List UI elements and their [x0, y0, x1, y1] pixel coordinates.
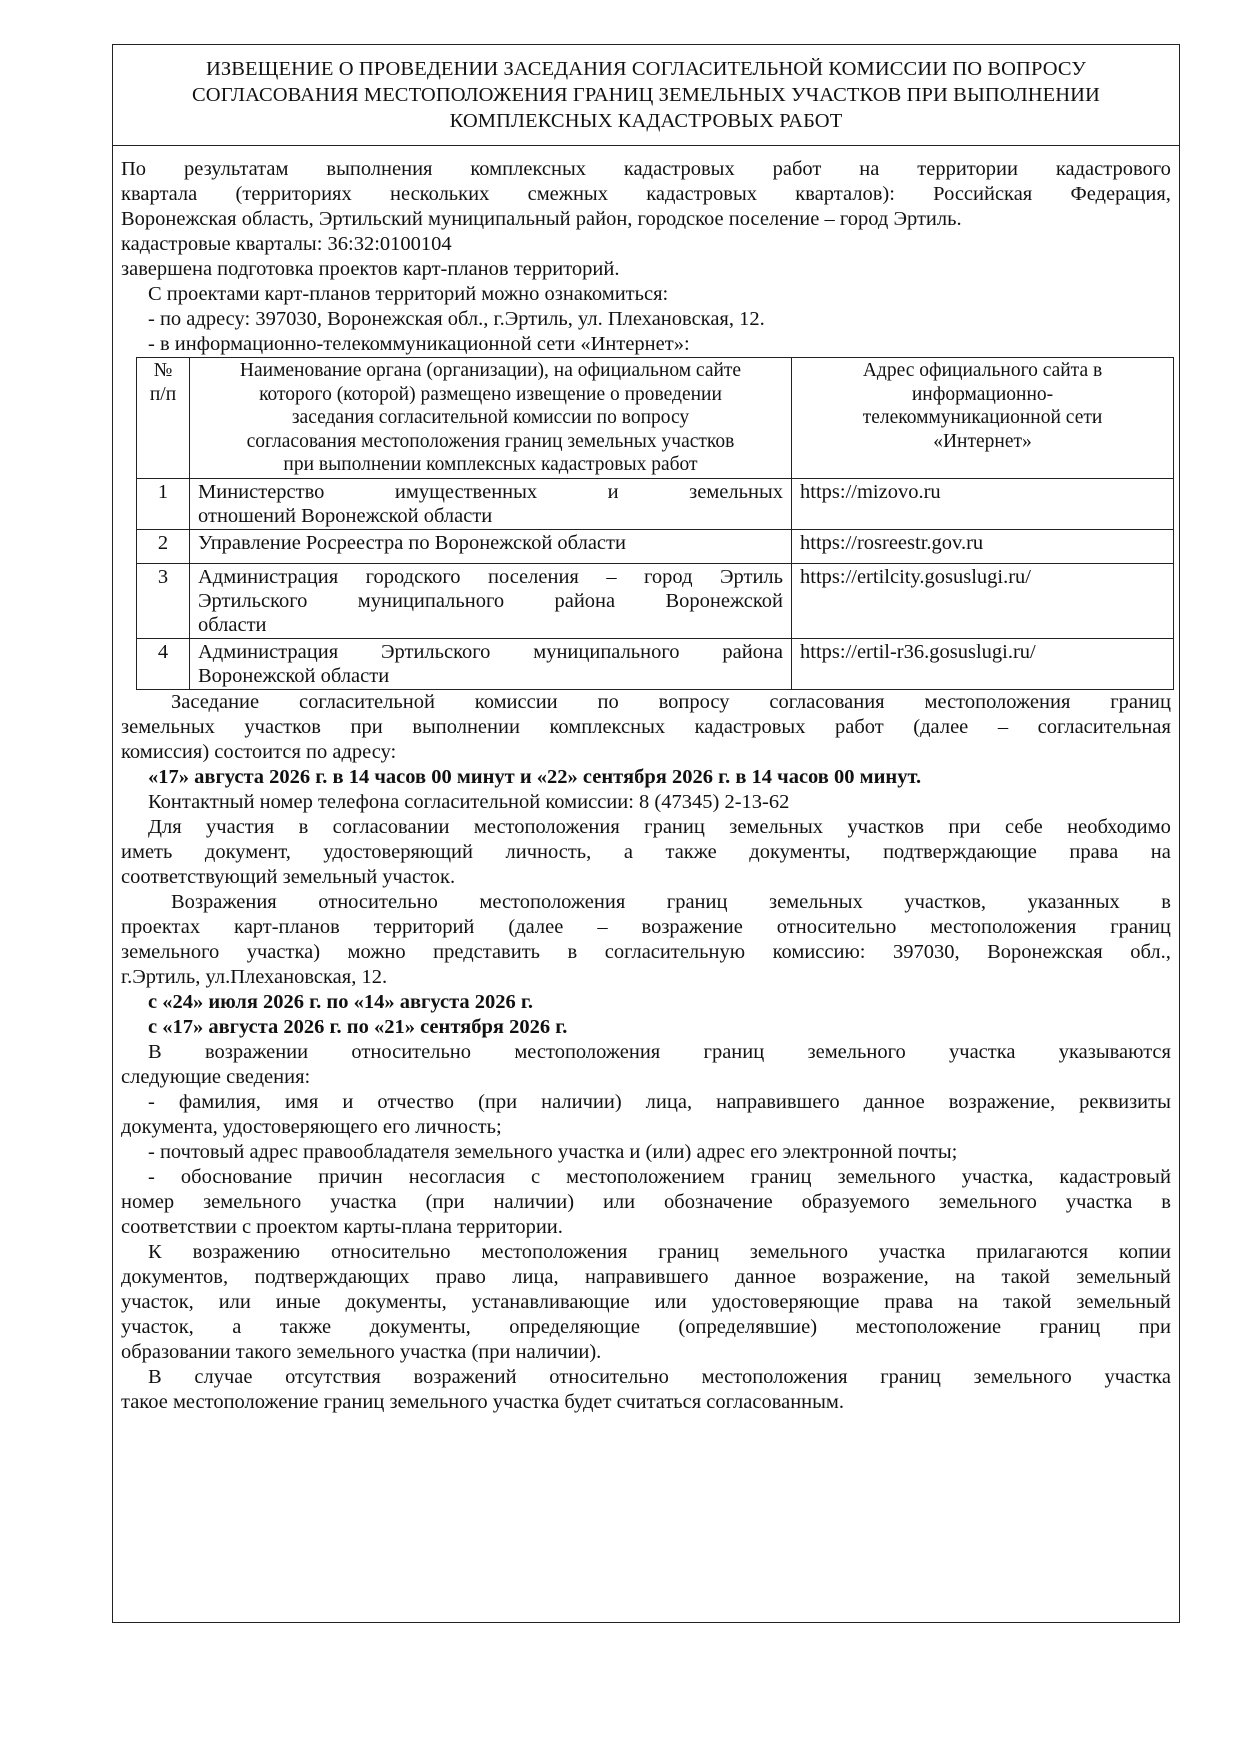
word: удостоверяющий [323, 840, 473, 863]
word: копии [1118, 1240, 1171, 1263]
word: местоположения [924, 690, 1071, 713]
meeting-line-3: комиссия) состоится по адресу: [121, 740, 397, 763]
word: устанавливающие [471, 1290, 630, 1313]
word: направившего [716, 1090, 840, 1113]
word: кадастровый [1059, 1165, 1171, 1188]
table-row [137, 478, 1174, 529]
word: согласительной [298, 690, 435, 713]
word: квартала [121, 183, 198, 205]
word: направившего [585, 1265, 709, 1288]
word: документы, [369, 1315, 471, 1338]
word: работ [835, 715, 884, 738]
word: комплексных [470, 158, 586, 180]
word: комиссии [474, 690, 558, 713]
word: данное [863, 1090, 925, 1113]
word: при [1138, 1315, 1171, 1338]
word: участка [330, 1190, 397, 1213]
objections-line-1 [121, 890, 1171, 915]
word: в [567, 940, 578, 963]
word: (при [425, 1190, 465, 1213]
table-header-row [137, 358, 1174, 479]
word: несогласия [408, 1165, 505, 1188]
row-site-link[interactable]: https://ertilcity.gosuslugi.ru/ [792, 563, 1174, 638]
word: себе [1005, 815, 1043, 838]
word: земельного [807, 1040, 906, 1063]
word: представить [433, 940, 541, 963]
word: участия [206, 815, 275, 838]
word: комплексных [549, 715, 666, 738]
attachments-line-3 [121, 1290, 1171, 1315]
cadastral-quarters: кадастровые кварталы: 36:32:0100104 [121, 233, 452, 255]
word: обл., [1130, 940, 1171, 963]
word: Для [148, 815, 182, 838]
word: отчество [377, 1090, 455, 1113]
intro-line-6: С проектами карт-планов территорий можно ознакомиться: [148, 283, 669, 305]
row-site-link[interactable]: https://ertil-r36.gosuslugi.ru/ [792, 638, 1174, 689]
word: Эртильского [380, 640, 491, 663]
word: выполнения [326, 158, 433, 180]
word: местоположения [481, 1240, 628, 1263]
word: наличии) [541, 1090, 622, 1113]
word: участок, [121, 1290, 194, 1313]
word: местоположения [930, 915, 1077, 938]
word: случае [194, 1365, 253, 1388]
word: согласовании [332, 815, 450, 838]
word: город [644, 565, 693, 588]
attachments-line-1 [121, 1240, 1171, 1265]
word: фамилия, [178, 1090, 261, 1113]
word: удостоверяющие [711, 1290, 860, 1313]
attachments-line-4 [121, 1315, 1171, 1340]
word: можно [347, 940, 406, 963]
word: (далее [508, 915, 564, 938]
word: – [997, 715, 1009, 738]
word: Эртильского [198, 589, 308, 612]
word: земельных [768, 890, 863, 913]
word: территорий [373, 915, 475, 938]
word: указываются [1058, 1040, 1171, 1063]
word: местоположения [701, 1365, 848, 1388]
intro-line-3: Воронежская область, Эртильский муниципальный район, городское поселение – город Эртиль. [121, 208, 962, 230]
word: имя [284, 1090, 319, 1113]
word: района [554, 589, 616, 612]
word: - [148, 1165, 155, 1188]
meeting-dates: «17» августа 2026 г. в 14 часов 00 минут и «22» сентября 2026 г. в 14 часов 00 минут. [148, 765, 922, 788]
word: также [279, 1315, 332, 1338]
word: В [148, 1040, 162, 1063]
row-org: Министерство имущественных и земельных отношений Воронежской области [190, 478, 792, 529]
word: такой [1001, 1265, 1050, 1288]
word: при [948, 815, 981, 838]
word: местоположение [855, 1315, 1002, 1338]
header-num: № п/п [137, 358, 190, 479]
word: право [435, 1265, 486, 1288]
closing-line-1 [121, 1365, 1171, 1390]
objections-line-2 [121, 915, 1171, 940]
word: подтверждающих [254, 1265, 410, 1288]
word: относительно [330, 1240, 451, 1263]
word: (при [478, 1090, 518, 1113]
word: в [1161, 890, 1171, 913]
word: согласительную [604, 940, 746, 963]
word: муниципального [533, 640, 680, 663]
word: местоположения [473, 815, 620, 838]
word: имущественных [394, 480, 538, 503]
word: данное [734, 1265, 796, 1288]
word: района [722, 640, 783, 663]
contents-line-1 [121, 1040, 1171, 1065]
word: кадастровых [646, 183, 758, 205]
word: границ [703, 1040, 765, 1063]
word: земельный [1076, 1265, 1171, 1288]
row-org: Администрация городского поселения – город Эртиль Эртильского муниципального района Воронежской области [190, 563, 792, 638]
word: участка [1065, 1190, 1133, 1213]
word: кадастровых [694, 715, 806, 738]
closing-line-2: такое местоположение границ земельного участка будет считаться согласованным. [121, 1390, 845, 1413]
word: или [218, 1290, 251, 1313]
word: участок, [121, 1315, 194, 1338]
header-org: Наименование органа (организации), на официальном сайте которого (которой) размещено извещение о проведении заседания согласительной комиссии по вопросу согласования местоположения границ земельных участков при выполнении комплексных кадастровых работ [190, 358, 792, 479]
bullet-2: - почтовый адрес правообладателя земельного участка и (или) адрес его электронной почты; [148, 1140, 958, 1163]
row-num: 3 [137, 563, 190, 638]
word: участка [878, 1240, 946, 1263]
attachments-line-5: образовании такого земельного участка (при наличии). [121, 1340, 602, 1363]
word: местоположения [514, 1040, 661, 1063]
bullet-3-line-3: соответствии с проектом карты-плана территории. [121, 1215, 563, 1238]
word: карт-планов [234, 915, 340, 938]
word: в [298, 815, 309, 838]
internet-line: - в информационно-телекоммуникационной сети «Интернет»: [148, 333, 690, 355]
word: и [342, 1090, 354, 1113]
word: иные [275, 1290, 321, 1313]
word: земельного [203, 1190, 302, 1213]
address-line: - по адресу: 397030, Воронежская обл., г.Эртиль, ул. Плехановская, 12. [148, 308, 765, 330]
word: Заседание [171, 690, 260, 713]
header-site: Адрес официального сайта в информационно- телекоммуникационной сети «Интернет» [792, 358, 1174, 479]
word: земельного [749, 1240, 848, 1263]
word: а [232, 1315, 242, 1338]
word: необходимо [1067, 815, 1171, 838]
word: наличии) [493, 1190, 575, 1213]
row-num: 2 [137, 529, 190, 563]
row-site-link[interactable]: https://mizovo.ru [792, 478, 1174, 529]
intro-line-2 [121, 182, 1171, 207]
word: Администрация [198, 565, 339, 588]
word: участка [1104, 1365, 1171, 1388]
row-num: 1 [137, 478, 190, 529]
word: муниципального [357, 589, 505, 612]
word: с [530, 1165, 541, 1188]
word: местоположения [479, 890, 626, 913]
word: права [1069, 840, 1119, 863]
word: поселения [487, 565, 579, 588]
word: работ [772, 158, 822, 180]
word: выполнении [412, 715, 520, 738]
commission-phone: Контактный номер телефона согласительной комиссии: 8 (47345) 2-13-62 [148, 790, 790, 813]
word: на [1150, 840, 1171, 863]
word: земельного [121, 940, 220, 963]
word: 397030, [892, 940, 960, 963]
word: возражению [192, 1240, 301, 1263]
word: обозначение [664, 1190, 773, 1213]
objections-period-1: с «24» июля 2026 г. по «14» августа 2026 г. [148, 990, 534, 1013]
row-num: 4 [137, 638, 190, 689]
word: возражений [413, 1365, 517, 1388]
word: подтверждающие [883, 840, 1037, 863]
word: вопросу [658, 690, 730, 713]
meeting-line-2 [121, 715, 1171, 740]
word: Воронежская [987, 940, 1103, 963]
word: или [654, 1290, 687, 1313]
word: земельный [1076, 1290, 1171, 1313]
word: местоположением [566, 1165, 725, 1188]
word: по [597, 690, 619, 713]
row-site-link[interactable]: https://rosreestr.gov.ru [792, 529, 1174, 563]
intro-line-1 [121, 157, 1171, 182]
word: (определявшие) [678, 1315, 818, 1338]
row-org: Администрация Эртильского муниципального района Воронежской области [190, 638, 792, 689]
word: участка [949, 1040, 1016, 1063]
word: участка) [246, 940, 321, 963]
word: причин [318, 1165, 383, 1188]
word: обоснование [180, 1165, 293, 1188]
word: городского [365, 565, 461, 588]
row-org: Управление Росреестра по Воронежской области [190, 529, 792, 563]
objections-line-3 [121, 940, 1171, 965]
word: Министерство [198, 480, 325, 503]
word: границ [644, 815, 705, 838]
word: границ [1039, 1315, 1101, 1338]
word: отсутствия [285, 1365, 381, 1388]
word: образуемого [801, 1190, 910, 1213]
word: нескольких [390, 183, 490, 205]
title-line-3: КОМПЛЕКСНЫХ КАДАСТРОВЫХ РАБОТ [449, 110, 843, 132]
word: границ [666, 890, 728, 913]
word: - [148, 1090, 155, 1113]
objections-period-2: с «17» августа 2026 г. по «21» сентября 2026 г. [148, 1015, 568, 1038]
title-line-1: ИЗВЕЩЕНИЕ О ПРОВЕДЕНИИ ЗАСЕДАНИЯ СОГЛАСИТЕЛЬНОЙ КОМИССИИ ПО ВОПРОСУ [206, 58, 1086, 80]
word: участков [847, 815, 925, 838]
word: номер [121, 1190, 175, 1213]
word: границ [1110, 915, 1171, 938]
objections-line-4: г.Эртиль, ул.Плехановская, 12. [121, 965, 388, 988]
title-box [113, 45, 1179, 146]
word: кадастрового [1055, 158, 1171, 180]
word: относительно [549, 1365, 669, 1388]
word: документов, [121, 1265, 229, 1288]
word: По [121, 158, 147, 180]
word: возражение, [822, 1265, 929, 1288]
word: проектах [121, 915, 201, 938]
bullet-3-line-2 [121, 1190, 1171, 1215]
word: Возражения [171, 890, 277, 913]
word: границ [1110, 690, 1171, 713]
word: К [148, 1240, 162, 1263]
word: указанных [1027, 890, 1120, 913]
word: Воронежской [665, 589, 783, 612]
word: земельных [689, 480, 783, 503]
word: Российская [933, 183, 1033, 205]
word: Администрация [198, 640, 339, 663]
bullet-3-line-1 [121, 1165, 1171, 1190]
word: на [859, 158, 880, 180]
attachments-line-2 [121, 1265, 1171, 1290]
word: возражение [641, 915, 743, 938]
table-row [137, 638, 1174, 689]
word: (территориях [235, 183, 352, 205]
word: на [957, 1290, 979, 1313]
word: Эртиль [719, 565, 783, 588]
table-row [137, 563, 1174, 638]
word: также [665, 840, 717, 863]
word: относительно [776, 915, 897, 938]
word: согласования [769, 690, 885, 713]
word: такой [1002, 1290, 1052, 1313]
participation-line-2 [121, 840, 1171, 865]
word: комиссию: [772, 940, 866, 963]
word: земельных [729, 815, 824, 838]
notice-title [180, 56, 1112, 134]
word: результатам [183, 158, 289, 180]
bullet-1-line-1 [121, 1090, 1171, 1115]
participation-line-3: соответствующий земельный участок. [121, 865, 456, 888]
word: границ [750, 1165, 812, 1188]
word: земельного [837, 1165, 936, 1188]
word: кварталов): [795, 183, 895, 205]
word: относительно [351, 1040, 472, 1063]
word: кадастровых [623, 158, 735, 180]
intro-line-5: завершена подготовка проектов карт-планов территорий. [121, 258, 620, 280]
word: документы, [749, 840, 851, 863]
word: прилагаются [976, 1240, 1088, 1263]
word: границ [880, 1365, 941, 1388]
word: личность, [505, 840, 592, 863]
word: возражение, [948, 1090, 1056, 1113]
notice-frame [112, 44, 1180, 1623]
word: при [350, 715, 383, 738]
word: лица, [512, 1265, 559, 1288]
meeting-line-1 [121, 690, 1171, 715]
word: смежных [527, 183, 608, 205]
word: или [602, 1190, 636, 1213]
word: участков, [904, 890, 987, 913]
word: права [884, 1290, 934, 1313]
word: в [1161, 1190, 1171, 1213]
word: а [623, 840, 633, 863]
word: возражении [204, 1040, 309, 1063]
word: лица, [645, 1090, 693, 1113]
word: и [607, 480, 619, 503]
word: Федерация, [1070, 183, 1171, 205]
word: территории [917, 158, 1018, 180]
contents-line-2: следующие сведения: [121, 1065, 311, 1088]
word: – [597, 915, 608, 938]
table-row [137, 529, 1174, 563]
title-line-2: СОГЛАСОВАНИЯ МЕСТОПОЛОЖЕНИЯ ГРАНИЦ ЗЕМЕЛЬНЫХ УЧАСТКОВ ПРИ ВЫПОЛНЕНИИ [192, 84, 1100, 106]
word: определяющие [509, 1315, 640, 1338]
word: земельных [121, 715, 215, 738]
word: – [606, 565, 617, 588]
word: на [955, 1265, 976, 1288]
word: участка, [961, 1165, 1034, 1188]
word: реквизиты [1079, 1090, 1171, 1113]
word: документы, [345, 1290, 447, 1313]
word: согласительная [1037, 715, 1171, 738]
word: земельного [938, 1190, 1037, 1213]
bullet-1-line-2: документа, удостоверяющего его личность; [121, 1115, 502, 1138]
word: иметь [121, 840, 173, 863]
word: документ, [204, 840, 291, 863]
word: (далее [913, 715, 969, 738]
word: В [148, 1365, 162, 1388]
sites-table [136, 357, 1174, 690]
participation-line-1 [121, 815, 1171, 840]
notice-body [121, 157, 1171, 1415]
word: земельного [973, 1365, 1072, 1388]
word: границ [658, 1240, 719, 1263]
word: участков [244, 715, 321, 738]
word: относительно [318, 890, 438, 913]
